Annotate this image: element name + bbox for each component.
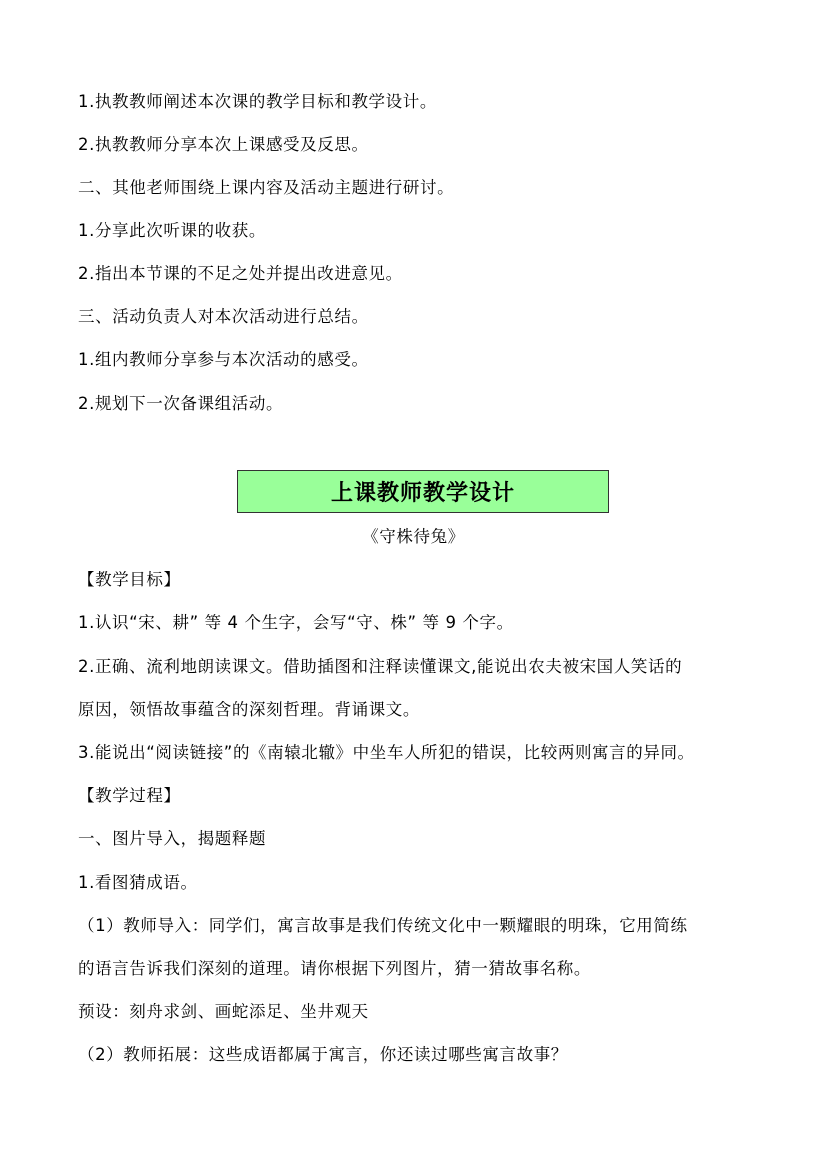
heading-teaching-goals: 【教学目标】: [78, 570, 181, 589]
goal-1: 1.认识“宋、耕” 等 4 个生字，会写“守、株” 等 9 个字。: [78, 613, 514, 632]
process-section-1: 一、图片导入，揭题释题: [78, 829, 267, 848]
process-preset: 预设：刻舟求剑、画蛇添足、坐井观天: [78, 1002, 369, 1021]
process-step-1: 1.看图猜成语。: [78, 873, 198, 892]
paragraph-section-2-item-2: 2.指出本节课的不足之处并提出改进意见。: [78, 264, 403, 283]
goal-2-line-1: 2.正确、流利地朗读课文。借助插图和注释读懂课文,能说出农夫被宋国人笑话的: [78, 657, 683, 676]
goal-2-line-2: 原因，领悟故事蕴含的深刻哲理。背诵课文。: [78, 700, 420, 719]
paragraph-section-3-item-1: 1.组内教师分享参与本次活动的感受。: [78, 350, 369, 369]
paragraph-section-2: 二、其他老师围绕上课内容及活动主题进行研讨。: [78, 178, 455, 197]
goal-3: 3.能说出“阅读链接”的《南辕北辙》中坐车人所犯的错误，比较两则寓言的异同。: [78, 743, 695, 762]
paragraph-section-3: 三、活动负责人对本次活动进行总结。: [78, 307, 369, 326]
paragraph-section-2-item-1: 1.分享此次听课的收获。: [78, 221, 266, 240]
section-title-box: [237, 470, 609, 513]
lesson-title: 《守株待兔》: [362, 527, 465, 546]
paragraph-step-1: 1.执教教师阐述本次课的教学目标和教学设计。: [78, 92, 437, 111]
section-title: 上课教师教学设计: [330, 481, 515, 506]
paragraph-section-3-item-2: 2.规划下一次备课组活动。: [78, 394, 284, 413]
process-step-1-sub-2: （2）教师拓展：这些成语都属于寓言，你还读过哪些寓言故事？: [78, 1045, 568, 1064]
process-step-1-sub-1-line-1: （1）教师导入：同学们，寓言故事是我们传统文化中一颗耀眼的明珠，它用简练: [78, 916, 688, 935]
process-step-1-sub-1-line-2: 的语言告诉我们深刻的道理。请你根据下列图片，猜一猜故事名称。: [78, 959, 591, 978]
heading-teaching-process: 【教学过程】: [78, 786, 181, 805]
paragraph-step-2: 2.执教教师分享本次上课感受及反思。: [78, 135, 369, 154]
